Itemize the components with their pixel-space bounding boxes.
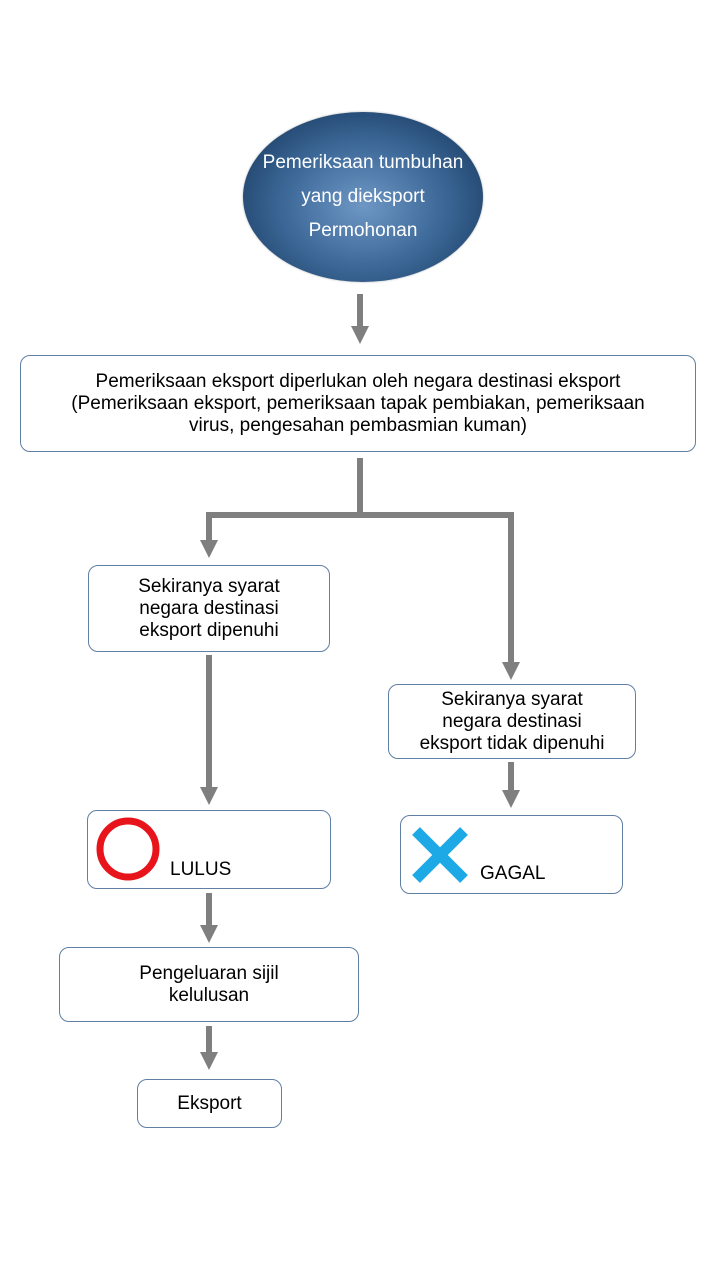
arrowhead-met-pass <box>200 787 218 805</box>
connector-split-bar <box>206 512 514 518</box>
condition-met-line-3: eksport dipenuhi <box>139 619 279 641</box>
condition-not-met-line-2: negara destinasi <box>442 710 582 732</box>
arrowhead-cert-export <box>200 1052 218 1070</box>
arrowhead-left <box>200 540 218 558</box>
arrowhead-pass-cert <box>200 925 218 943</box>
connector-1 <box>357 294 363 328</box>
certificate-box <box>59 947 359 1022</box>
condition-not-met-line-1: Sekiranya syarat <box>441 688 583 710</box>
start-line-2: yang dieksport <box>301 186 425 207</box>
arrowhead-notmet-fail <box>502 790 520 808</box>
export-label: Eksport <box>177 1092 242 1114</box>
start-line-1: Pemeriksaan tumbuhan <box>262 152 464 173</box>
condition-not-met-box <box>388 684 636 759</box>
pass-label: LULUS <box>170 859 232 880</box>
inspection-box <box>20 355 696 452</box>
arrowhead-1 <box>351 326 369 344</box>
start-line-3: Permohonan <box>308 220 418 241</box>
condition-met-line-1: Sekiranya syarat <box>138 575 280 597</box>
inspection-line-2: (Pemeriksaan eksport, pemeriksaan tapak pembiakan, pemeriksaan <box>71 392 645 414</box>
fail-label: GAGAL <box>480 863 546 884</box>
condition-met-line-2: negara destinasi <box>139 597 279 619</box>
connector-met-pass <box>206 655 212 789</box>
connector-left <box>206 512 212 542</box>
start-oval <box>243 112 483 282</box>
circle-icon <box>92 813 164 885</box>
inspection-line-1: Pemeriksaan eksport diperlukan oleh negara destinasi eksport <box>95 370 621 392</box>
condition-met-box <box>88 565 330 652</box>
arrowhead-right <box>502 662 520 680</box>
certificate-line-2: kelulusan <box>168 984 250 1006</box>
connector-right <box>508 512 514 664</box>
connector-split-stem <box>357 458 363 518</box>
connector-notmet-fail <box>508 762 514 792</box>
inspection-line-3: virus, pengesahan pembasmian kuman) <box>189 414 527 436</box>
connector-pass-cert <box>206 893 212 927</box>
certificate-line-1: Pengeluaran sijil <box>139 962 279 984</box>
cross-icon <box>408 823 472 887</box>
condition-not-met-line-3: eksport tidak dipenuhi <box>419 732 605 754</box>
connector-cert-export <box>206 1026 212 1054</box>
export-box <box>137 1079 282 1128</box>
